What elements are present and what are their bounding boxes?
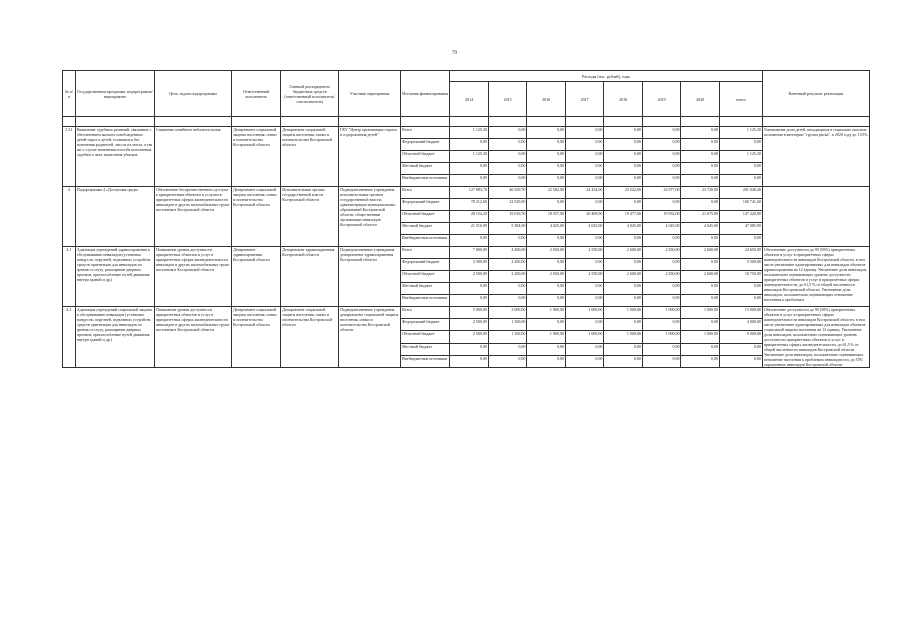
funding-source: Внебюджетные источники: [401, 355, 450, 367]
header-participants: Участник мероприятия: [339, 71, 401, 117]
goal-text: Повышение уровня доступности приоритетных объектов и услуг в приоритетных сферах жизнедеятельности инвалидов и других маломобильных групп населения в Костромской области: [155, 307, 232, 368]
amount-cell: 0,00: [488, 127, 527, 139]
amount-cell: 0,00: [527, 355, 566, 367]
blank-cell: [565, 117, 604, 127]
amount-cell: 21 675,00: [681, 211, 720, 223]
amount-cell: 2 650,00: [527, 247, 566, 259]
funding-source: Областной бюджет: [401, 151, 450, 163]
funding-source: Всего: [401, 187, 450, 199]
amount-cell: 0,00: [565, 355, 604, 367]
funding-source: Внебюджетные источники: [401, 235, 450, 247]
blank-cell: [719, 117, 762, 127]
header-num: № п/п: [63, 71, 76, 117]
amount-cell: 0,00: [681, 175, 720, 187]
amount-cell: 2 600,00: [604, 271, 643, 283]
header-source: Источник финансирования: [401, 71, 450, 117]
amount-cell: 23 977,00: [642, 187, 681, 199]
program-table: [62, 70, 870, 368]
participants-text: Подведомственные учреждения департамента социальной защиты населения, опеки и попечительства Костромской области: [339, 307, 401, 368]
amount-cell: 0,00: [527, 235, 566, 247]
amount-cell: 0,00: [488, 163, 527, 175]
amount-cell: 19 477,00: [604, 211, 643, 223]
amount-cell: 0,00: [565, 259, 604, 271]
amount-total: 0,00: [719, 355, 762, 367]
header-year: 2020: [681, 82, 720, 117]
amount-cell: 4 025,00: [565, 223, 604, 235]
header-year: 2018: [604, 82, 643, 117]
manager-text: Департамент здравоохранения Костромской области: [281, 247, 339, 307]
amount-cell: 0,00: [604, 175, 643, 187]
amount-cell: 0,00: [604, 283, 643, 295]
amount-cell: 0,00: [488, 355, 527, 367]
funding-source: Местный бюджет: [401, 283, 450, 295]
amount-cell: 0,00: [604, 199, 643, 211]
blank-cell: [762, 117, 869, 127]
amount-cell: 2 550,00: [565, 247, 604, 259]
amount-cell: 0,00: [681, 319, 720, 331]
amount-cell: 1 000,00: [681, 307, 720, 319]
amount-cell: 0,00: [488, 295, 527, 307]
funding-source: Федеральный бюджет: [401, 139, 450, 151]
amount-cell: 0,00: [604, 343, 643, 355]
blank-cell: [339, 117, 401, 127]
amount-cell: 19 932,00: [642, 211, 681, 223]
header-year: 2014: [450, 82, 489, 117]
result-text: Уменьшение доли детей, находящихся в социально опасном положении в категории "группа риска", в 2020 году до 1,05%: [762, 127, 869, 187]
amount-cell: 0,00: [488, 235, 527, 247]
amount-cell: 1 000,00: [565, 307, 604, 319]
blank-cell: [63, 117, 76, 127]
amount-cell: 0,00: [450, 283, 489, 295]
row-number: 4.2: [63, 307, 76, 368]
blank-cell: [155, 117, 232, 127]
amount-total: 47 085,90: [719, 223, 762, 235]
program-name: Подпрограмма 4 «Доступная среда»: [75, 187, 154, 247]
amount-cell: 2 200,00: [488, 259, 527, 271]
amount-cell: 0,00: [565, 151, 604, 163]
amount-cell: 23 720,00: [681, 187, 720, 199]
amount-cell: 0,00: [527, 259, 566, 271]
amount-total: 0,00: [719, 163, 762, 175]
amount-cell: 20 409,00: [565, 211, 604, 223]
participants-text: Подведомственные учреждения департамента здравоохранения Костромской области: [339, 247, 401, 307]
amount-total: 18 750,00: [719, 271, 762, 283]
amount-cell: 1 000,00: [527, 331, 566, 343]
amount-cell: 1 000,00: [604, 307, 643, 319]
manager-text: Департамент социальной защиты населения, опеки и попечительства Костромской области: [281, 127, 339, 187]
blank-cell: [604, 117, 643, 127]
amount-cell: 0,00: [565, 319, 604, 331]
amount-cell: 0,00: [565, 199, 604, 211]
goal-text: Снижение семейного неблагополучия: [155, 127, 232, 187]
blank-cell: [681, 117, 720, 127]
amount-total: 13 000,00: [719, 307, 762, 319]
funding-source: Всего: [401, 127, 450, 139]
amount-cell: 0,00: [450, 235, 489, 247]
amount-cell: 0,00: [681, 355, 720, 367]
manager-text: Департамент социальной защиты населения, опеки и попечительства Костромской области: [281, 307, 339, 368]
amount-cell: 0,00: [604, 319, 643, 331]
amount-cell: 2 500,00: [450, 319, 489, 331]
amount-cell: 0,00: [527, 163, 566, 175]
amount-cell: 0,00: [565, 343, 604, 355]
blank-cell: [450, 117, 489, 127]
amount-cell: 1 000,00: [642, 331, 681, 343]
amount-cell: 0,00: [450, 355, 489, 367]
result-text: Обеспечение доступности до 99 (50%) приоритетных объектов и услуг в приоритетных сферах жизнедеятельности инвалидов Костромской области, в том числе увеличение адаптированных для инвалидов объектов здравоохранения на 12 единиц. Увеличение доли инвалидов, положительно оценивающих уровень доступности приоритетных объектов и услуг в приоритетных сферах жизнедеятельности, до 61,5 % от общей численности инвалидов Костромской области. Увеличение доли инвалидов, положительно оценивающих отношение населения к проблемам: [762, 247, 869, 307]
amount-cell: 0,00: [642, 319, 681, 331]
amount-cell: 0,00: [681, 199, 720, 211]
amount-cell: 0,00: [681, 163, 720, 175]
amount-total: 100 741,60: [719, 199, 762, 211]
amount-cell: 0,00: [450, 295, 489, 307]
amount-cell: 0,00: [642, 175, 681, 187]
amount-cell: 0,00: [642, 127, 681, 139]
table-row: [63, 187, 870, 199]
blank-cell: [527, 117, 566, 127]
amount-cell: 0,00: [642, 139, 681, 151]
amount-cell: 2 600,00: [604, 247, 643, 259]
amount-cell: 18 557,00: [527, 211, 566, 223]
manager-text: Исполнительные органы государственной власти Костромской области: [281, 187, 339, 247]
amount-cell: 0,00: [681, 283, 720, 295]
page-number: 79: [452, 51, 457, 56]
amount-cell: 46 529,70: [488, 187, 527, 199]
amount-cell: 0,00: [565, 235, 604, 247]
amount-total: 0,00: [719, 139, 762, 151]
header-name: Государственная программа, подпрограмма/мероприятие: [75, 71, 154, 117]
amount-cell: 7 800,00: [450, 247, 489, 259]
goal-text: Обеспечение беспрепятственного доступа к приоритетным объектам и услугам в приоритетных сферах жизнедеятельности инвалидов и других маломобильных групп населения в Костромской области: [155, 187, 232, 247]
amount-cell: 0,00: [450, 163, 489, 175]
funding-source: Внебюджетные источники: [401, 295, 450, 307]
header-year: 2016: [527, 82, 566, 117]
amount-total: 0,00: [719, 343, 762, 355]
amount-cell: 0,00: [527, 127, 566, 139]
amount-cell: 0,00: [527, 343, 566, 355]
blank-cell: [642, 117, 681, 127]
amount-cell: 4 045,00: [681, 223, 720, 235]
amount-cell: 24 434,00: [565, 187, 604, 199]
blank-row: [63, 117, 870, 127]
amount-cell: 2 550,00: [565, 271, 604, 283]
amount-cell: 2 650,00: [642, 271, 681, 283]
funding-source: Внебюджетные источники: [401, 175, 450, 187]
amount-cell: 19 016,70: [488, 211, 527, 223]
amount-cell: 0,00: [527, 151, 566, 163]
amount-cell: 0,00: [565, 163, 604, 175]
program-name: Адаптация учреждений здравоохранения к обслуживанию инвалидов (установка пандусов, поручней, подъемных устройств, средств ориентации для инвалидов по зрению и слуху, расширение дверных проемов, приспособление путей движения внутри зданий и др.): [75, 247, 154, 307]
amount-cell: 2 600,00: [681, 271, 720, 283]
amount-cell: 0,00: [527, 199, 566, 211]
table-row: [63, 307, 870, 319]
amount-cell: 0,00: [565, 175, 604, 187]
goal-text: Повышение уровня доступности приоритетных объектов и услуг в приоритетных сферах жизнедеятельности инвалидов и других маломобильных групп населения в Костромской области: [155, 247, 232, 307]
amount-cell: 1 000,00: [681, 331, 720, 343]
amount-cell: 2 500,00: [450, 331, 489, 343]
row-number: 3.31: [63, 127, 76, 187]
amount-total: 147 220,90: [719, 211, 762, 223]
executor-text: Департамент здравоохранения Костромской области: [232, 247, 281, 307]
amount-cell: 0,00: [642, 283, 681, 295]
funding-source: Всего: [401, 247, 450, 259]
amount-cell: 0,00: [565, 127, 604, 139]
amount-cell: 1 000,00: [565, 331, 604, 343]
amount-cell: 0,00: [642, 151, 681, 163]
amount-cell: 22 582,00: [527, 187, 566, 199]
amount-total: 0,00: [719, 175, 762, 187]
amount-total: 5 500,00: [719, 259, 762, 271]
blank-cell: [232, 117, 281, 127]
header-year: 2015: [488, 82, 527, 117]
amount-cell: 0,00: [488, 151, 527, 163]
blank-cell: [401, 117, 450, 127]
amount-cell: 0,00: [527, 295, 566, 307]
amount-cell: 0,00: [565, 295, 604, 307]
amount-cell: 0,00: [642, 199, 681, 211]
amount-cell: 2 500,00: [450, 271, 489, 283]
result-text: [762, 187, 869, 247]
amount-total: 1 125,30: [719, 151, 762, 163]
amount-cell: 2 200,00: [488, 271, 527, 283]
amount-cell: 0,00: [681, 139, 720, 151]
funding-source: Областной бюджет: [401, 331, 450, 343]
amount-cell: 0,00: [642, 235, 681, 247]
program-name: Выявление судебных решений, связанных с обеспечением жильем освобожденных детей-сирот и детей, оставшихся без попечения родителей, лиц из их числа, а так же о случае изменения способа исполнения судебного акта, вынесения убытков: [75, 127, 154, 187]
amount-cell: 3 000,00: [488, 307, 527, 319]
amount-cell: 0,00: [642, 343, 681, 355]
amount-cell: 1 000,00: [527, 307, 566, 319]
amount-cell: 0,00: [565, 283, 604, 295]
amount-cell: 1 500,00: [488, 331, 527, 343]
amount-cell: 0,00: [642, 295, 681, 307]
amount-cell: 1 000,00: [642, 307, 681, 319]
amount-cell: 1 000,00: [604, 331, 643, 343]
amount-cell: 0,00: [681, 127, 720, 139]
amount-cell: 0,00: [488, 139, 527, 151]
amount-cell: 127 883,70: [450, 187, 489, 199]
table-body: [63, 117, 870, 368]
program-name: Адаптация учреждений социальной защиты к обслуживанию инвалидов (установка пандусов, поручней, подъемных устройств, средств ориентации для инвалидов по зрению и слуху, расширение дверных проемов, приспособление путей движения внутри зданий и др.): [75, 307, 154, 368]
row-number: 4.1: [63, 247, 76, 307]
amount-cell: 1 500,00: [488, 319, 527, 331]
participants-text: ГКУ "Центр организации отдыха и оздоровления детей": [339, 127, 401, 187]
amount-cell: 0,00: [527, 175, 566, 187]
amount-cell: 0,00: [681, 259, 720, 271]
amount-total: 1 125,30: [719, 127, 762, 139]
funding-source: Местный бюджет: [401, 343, 450, 355]
amount-cell: 4 400,00: [488, 247, 527, 259]
amount-cell: 78 212,60: [450, 199, 489, 211]
amount-cell: 0,00: [604, 355, 643, 367]
amount-cell: 2 650,00: [527, 271, 566, 283]
amount-cell: 1 125,30: [450, 127, 489, 139]
result-text: Обеспечение доступности до 99 (50%) приоритетных объектов и услуг в приоритетных сферах жизнедеятельности инвалидов Костромской области, в том числе увеличение адаптированных для инвалидов объектов социальной защиты населения на 12 единиц. Увеличение доли инвалидов, положительно оценивающих уровень доступности приоритетных объектов и услуг в приоритетных сферах жизнедеятельности, до 61,5 % от общей численности инвалидов Костромской области. Увеличение доли инвалидов, положительно оценивающих отношение населения к проблемам инвалидности, до 55% опрошенных инвалидов Костромской области: [762, 307, 869, 368]
participants-text: Подведомственные учреждения исполнительных органов государственной власти, администрации муниципальных образований Костромской области, общественные организации инвалидов Костромской области: [339, 187, 401, 247]
header-expenses: Расходы (тыс. рублей), годы: [450, 71, 763, 82]
amount-cell: 0,00: [488, 283, 527, 295]
amount-cell: 0,00: [681, 343, 720, 355]
amount-cell: 2 650,00: [642, 247, 681, 259]
amount-cell: 0,00: [604, 151, 643, 163]
amount-cell: 28 154,20: [450, 211, 489, 223]
amount-cell: 1 125,30: [450, 151, 489, 163]
blank-cell: [488, 117, 527, 127]
blank-cell: [281, 117, 339, 127]
executor-text: Департамент социальной защиты населения, опеки и попечительства Костромской области: [232, 187, 281, 247]
amount-cell: 23 522,00: [604, 187, 643, 199]
amount-cell: 0,00: [604, 235, 643, 247]
amount-cell: 0,00: [604, 295, 643, 307]
amount-cell: 0,00: [450, 175, 489, 187]
amount-cell: 4 045,00: [604, 223, 643, 235]
amount-cell: 0,00: [565, 139, 604, 151]
amount-total: 0,00: [719, 283, 762, 295]
amount-cell: 5 384,00: [488, 223, 527, 235]
amount-total: 0,00: [719, 235, 762, 247]
amount-cell: 22 529,00: [488, 199, 527, 211]
amount-cell: 3 300,00: [450, 259, 489, 271]
funding-source: Местный бюджет: [401, 163, 450, 175]
amount-cell: 0,00: [450, 139, 489, 151]
header-year-total: итого: [719, 82, 762, 117]
amount-total: 24 650,00: [719, 247, 762, 259]
executor-text: Департамент социальной защиты населения, опеки и попечительства Костромской области: [232, 307, 281, 368]
funding-source: Местный бюджет: [401, 223, 450, 235]
amount-cell: 2 600,00: [681, 247, 720, 259]
amount-cell: 0,00: [681, 295, 720, 307]
amount-cell: 4 025,00: [527, 223, 566, 235]
table-row: [63, 247, 870, 259]
funding-source: Всего: [401, 307, 450, 319]
amount-cell: 0,00: [681, 235, 720, 247]
funding-source: Федеральный бюджет: [401, 199, 450, 211]
amount-cell: 0,00: [527, 319, 566, 331]
amount-cell: 0,00: [450, 343, 489, 355]
header-goal: Цель, задача подпрограммы: [155, 71, 232, 117]
header-result: Конечный результат реализации: [762, 71, 869, 117]
amount-cell: 0,00: [488, 175, 527, 187]
amount-cell: 0,00: [604, 127, 643, 139]
amount-cell: 0,00: [604, 139, 643, 151]
amount-cell: 0,00: [488, 343, 527, 355]
header-year: 2017: [565, 82, 604, 117]
amount-total: 4 000,00: [719, 319, 762, 331]
amount-total: 291 048,40: [719, 187, 762, 199]
amount-total: 0,00: [719, 295, 762, 307]
table-row: [63, 127, 870, 139]
amount-cell: 0,00: [642, 355, 681, 367]
amount-cell: 0,00: [642, 259, 681, 271]
amount-cell: 4 045,00: [642, 223, 681, 235]
amount-cell: 0,00: [527, 139, 566, 151]
funding-source: Федеральный бюджет: [401, 259, 450, 271]
executor-text: Департамент социальной защиты населения, опеки и попечительства Костромской области: [232, 127, 281, 187]
header-manager: Главный распорядитель бюджетных средств (ответственный исполнитель/соисполнитель): [281, 71, 339, 117]
funding-source: Областной бюджет: [401, 211, 450, 223]
blank-cell: [75, 117, 154, 127]
amount-total: 9 000,00: [719, 331, 762, 343]
amount-cell: 0,00: [642, 163, 681, 175]
amount-cell: 0,00: [527, 283, 566, 295]
amount-cell: 0,00: [604, 163, 643, 175]
funding-source: Федеральный бюджет: [401, 319, 450, 331]
funding-source: Областной бюджет: [401, 271, 450, 283]
amount-cell: 21 516,90: [450, 223, 489, 235]
header-executor: Ответственный исполнитель: [232, 71, 281, 117]
amount-cell: 0,00: [604, 259, 643, 271]
row-number: 4: [63, 187, 76, 247]
header-year: 2019: [642, 82, 681, 117]
amount-cell: 0,00: [681, 151, 720, 163]
amount-cell: 5 000,00: [450, 307, 489, 319]
